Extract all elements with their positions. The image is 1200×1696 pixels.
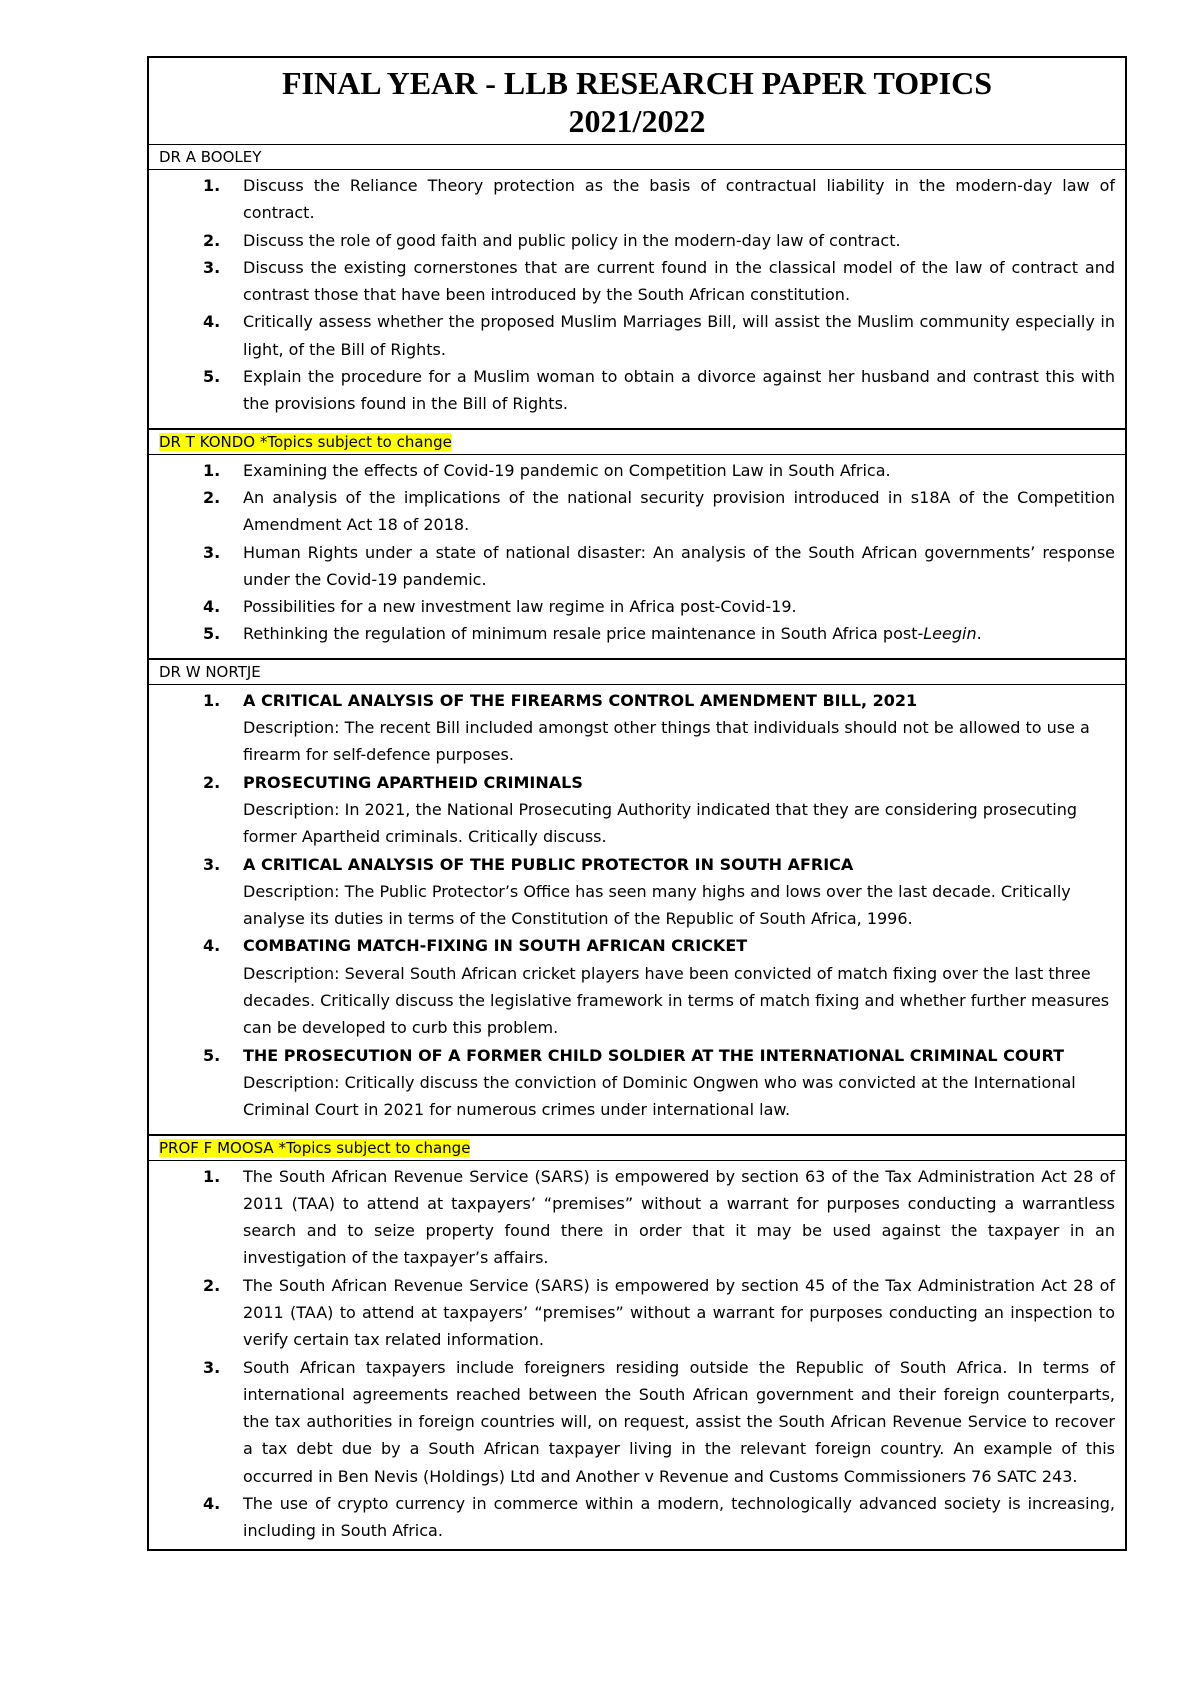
item-number: 2. (203, 487, 221, 507)
list-item (159, 769, 1115, 851)
item-text: Examining the effects of Covid-19 pandemic on Competition Law in South Africa. (243, 460, 891, 480)
item-number: 3. (203, 1357, 221, 1377)
list-item (159, 687, 1115, 769)
item-text: The South African Revenue Service (SARS) is empowered by section 63 of the Tax Administration Act 28 of 2011 (TAA) to attend at taxpayers’ “premises” without a warrant for purposes conducting a warrantless search and to seize property found there in order that it may be used against the taxpayer in an investigation of the taxpayer’s affairs. (243, 1166, 1115, 1268)
list-item (159, 484, 1115, 539)
section-body-moosa (149, 1161, 1125, 1549)
item-text: The South African Revenue Service (SARS) is empowered by section 45 of the Tax Administration Act 28 of 2011 (TAA) to attend at taxpayers’ “premises” without a warrant for purposes conducting an inspection to verify certain tax related information. (243, 1275, 1115, 1350)
section-body-kondo (149, 455, 1125, 660)
item-description: Description: In 2021, the National Prosecuting Authority indicated that they are considering prosecuting former Apartheid criminals. Critically discuss. (243, 799, 1077, 847)
list-item (159, 363, 1115, 418)
section-heading-booley: DR A BOOLEY (149, 145, 1125, 170)
item-number: 1. (203, 176, 221, 195)
list-item (159, 1490, 1115, 1545)
list-item (159, 932, 1115, 1041)
item-number: 5. (203, 1045, 221, 1065)
item-number: 4. (203, 1494, 221, 1514)
item-description: Description: Several South African cricket players have been convicted of match fixing over the last three decades. Critically discuss the legislative framework in terms of match fixing and whether further measures can be developed to curb this problem. (243, 963, 1110, 1038)
section-body-nortje (149, 685, 1125, 1136)
list-item (159, 539, 1115, 594)
section-heading-kondo (149, 430, 1125, 455)
list-item (159, 172, 1115, 227)
item-title: PROSECUTING APARTHEID CRIMINALS (243, 772, 583, 792)
item-text: Discuss the existing cornerstones that are current found in the classical model of the law of contract and contrast those that have been introduced by the South African constitution. (243, 257, 1115, 305)
item-number: 2. (203, 230, 221, 250)
item-number: 1. (203, 1166, 221, 1186)
page-title-line-1: FINAL YEAR - LLB RESEARCH PAPER TOPICS (281, 65, 993, 101)
item-number: 5. (203, 367, 221, 387)
item-number: 2. (203, 1275, 221, 1295)
list-item (159, 620, 1115, 647)
item-text: An analysis of the implications of the national security provision introduced in s18A of the Competition Amendment Act 18 of 2018. (243, 487, 1115, 535)
item-number: 4. (203, 936, 221, 956)
document-page (147, 56, 1127, 1551)
title-box (149, 58, 1125, 145)
item-text: Discuss the Reliance Theory protection as the basis of contractual liability in the modern-day law of contract. (243, 176, 1115, 223)
item-number: 2. (203, 772, 221, 792)
item-text: Possibilities for a new investment law regime in Africa post-Covid-19. (243, 597, 797, 617)
list-item (159, 227, 1115, 254)
list-item (159, 593, 1115, 620)
list-item (159, 1354, 1115, 1490)
section-body-booley (149, 170, 1125, 430)
list-item (159, 1272, 1115, 1354)
item-description: Description: The recent Bill included amongst other things that individuals should not be allowed to use a firearm for self-defence purposes. (243, 718, 1090, 765)
section-heading-nortje: DR W NORTJE (149, 660, 1125, 685)
list-item (159, 457, 1115, 484)
item-text: The use of crypto currency in commerce within a modern, technologically advanced society is increasing, including in South Africa. (243, 1494, 1115, 1541)
list-item (159, 1042, 1115, 1124)
item-number: 3. (203, 854, 221, 874)
item-title: THE PROSECUTION OF A FORMER CHILD SOLDIER AT THE INTERNATIONAL CRIMINAL COURT (243, 1045, 1064, 1065)
item-text: Discuss the role of good faith and public policy in the modern-day law of contract. (243, 230, 901, 250)
item-number: 1. (203, 460, 221, 480)
list-item (159, 851, 1115, 933)
list-item (159, 308, 1115, 363)
item-number: 1. (203, 690, 221, 710)
item-description: Description: Critically discuss the conviction of Dominic Ongwen who was convicted at the International Criminal Court in 2021 for numerous crimes under international law. (243, 1072, 1076, 1120)
item-text: Explain the procedure for a Muslim woman to obtain a divorce against her husband and contrast this with the provisions found in the Bill of Rights. (243, 367, 1115, 414)
item-text: South African taxpayers include foreigners residing outside the Republic of South Africa. In terms of international agreements reached between the South African government and their foreign counterparts, the tax authorities in foreign countries will, on request, assist the South African Revenue Service to recover a tax debt due by a South African taxpayer living in the relevant foreign country. An example of this occurred in Ben Nevis (Holdings) Ltd and Another v Revenue and Customs Commissioners 76 SATC 243. (243, 1357, 1115, 1486)
item-text-end: . (976, 624, 982, 644)
highlighted-heading: DR T KONDO *Topics subject to change (159, 432, 452, 451)
item-text: Rethinking the regulation of minimum resale price maintenance in South Africa post- (243, 624, 924, 644)
item-number: 3. (203, 257, 221, 277)
item-text: Human Rights under a state of national disaster: An analysis of the South African governments’ response under the Covid-19 pandemic. (243, 542, 1115, 589)
item-number: 4. (203, 597, 221, 617)
item-description: Description: The Public Protector’s Office has seen many highs and lows over the last decade. Critically analyse its duties in terms of the Constitution of the Republic of South Africa, 1996. (243, 881, 1071, 929)
section-heading-moosa (149, 1136, 1125, 1161)
item-title: A CRITICAL ANALYSIS OF THE PUBLIC PROTECTOR IN SOUTH AFRICA (243, 854, 854, 874)
item-number: 4. (203, 312, 221, 332)
item-title: A CRITICAL ANALYSIS OF THE FIREARMS CONTROL AMENDMENT BILL, 2021 (243, 690, 918, 710)
page-title-line-2: 2021/2022 (568, 103, 706, 139)
item-text: Critically assess whether the proposed Muslim Marriages Bill, will assist the Muslim community especially in light, of the Bill of Rights. (243, 312, 1115, 359)
item-number: 5. (203, 624, 221, 644)
highlighted-heading: PROF F MOOSA *Topics subject to change (159, 1138, 471, 1157)
list-item (159, 1163, 1115, 1272)
item-italic-case-name: Leegin (923, 624, 977, 644)
item-title: COMBATING MATCH-FIXING IN SOUTH AFRICAN CRICKET (243, 936, 748, 956)
list-item (159, 254, 1115, 309)
item-number: 3. (203, 542, 221, 562)
